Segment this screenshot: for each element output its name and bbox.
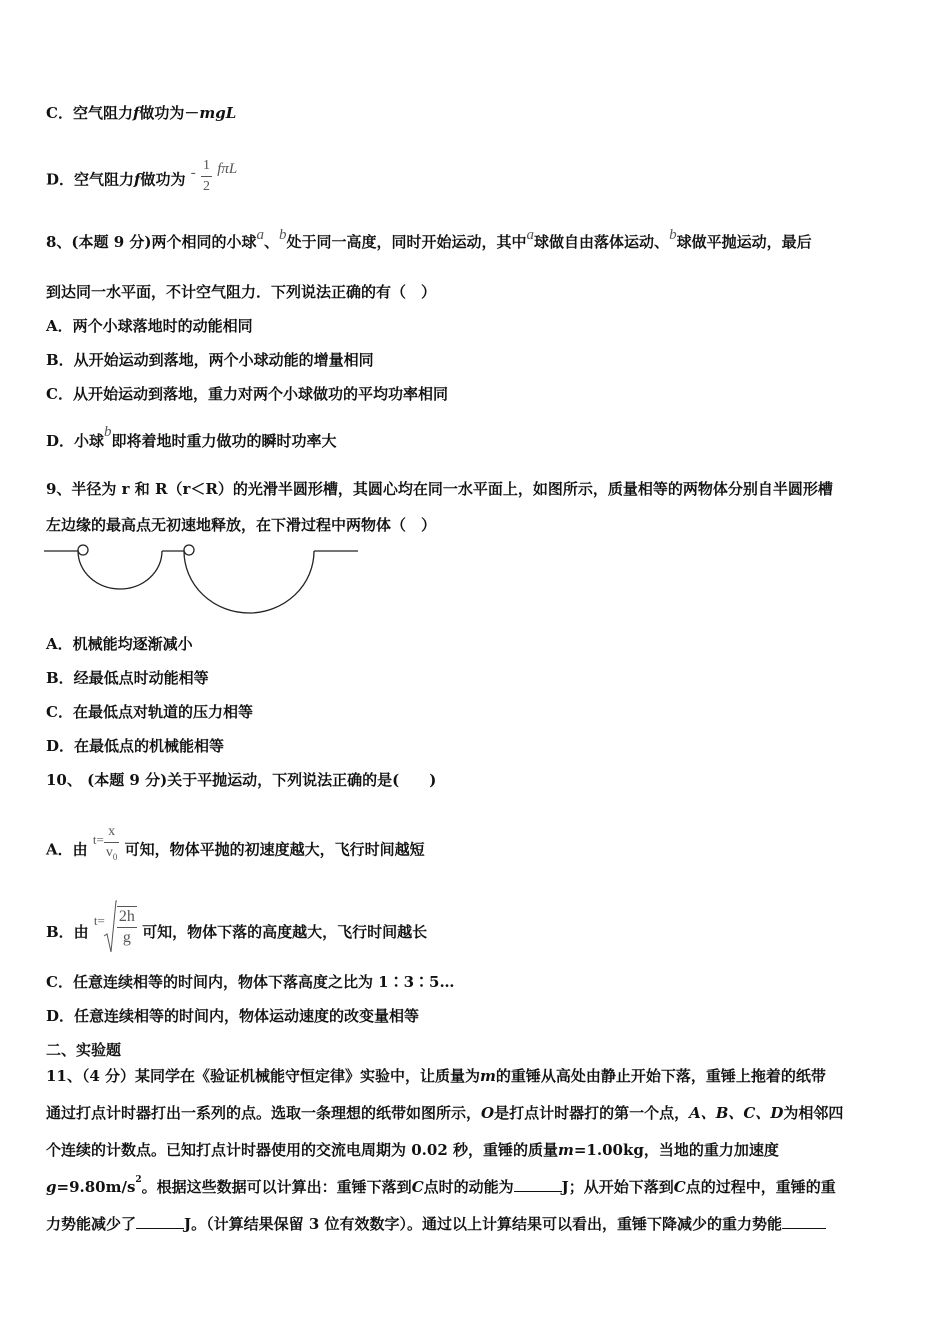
- x-over-v0-fraction: $\frac{x}{v_0}$: [104, 822, 120, 867]
- q11-line3: 个连续的计数点。已知打点计时器使用的交流电周期为 0.02 秒，重锤的质量m=1.00kg，当地的重力加速度: [46, 1141, 779, 1159]
- q9-stem-line1: 9、半径为 r 和 R（r＜R）的光滑半圆形槽，其圆心均在同一水平面上，如图所示，质量相等的两物体分别自半圆形槽: [46, 480, 833, 498]
- q8-option-b: B．从开始运动到落地，两个小球动能的增量相同: [46, 351, 374, 369]
- q11-line5: 力势能减少了 J。（计算结果保留 3 位有效数字）。通过以上计算结果可以看出，重锤下降减少的重力势能: [46, 1214, 906, 1234]
- q8-option-c: C．从开始运动到落地，重力对两个小球做功的平均功率相同: [46, 385, 448, 403]
- potential-energy-blank[interactable]: [136, 1214, 184, 1229]
- q10-option-c: C．任意连续相等的时间内，物体下落高度之比为 1∶3∶5…: [46, 973, 455, 991]
- q9-option-c: C．在最低点对轨道的压力相等: [46, 703, 253, 721]
- q7-option-d: D．空气阻力f做功为 - $\frac{1}{2}$ fπL: [46, 160, 906, 201]
- q9-option-d: D．在最低点的机械能相等: [46, 737, 225, 755]
- q8-stem-line1: 8、(本题 9 分)两个相同的小球a、b处于同一高度，同时开始运动，其中a球做自由落体运动、b球做平抛运动，最后: [46, 227, 812, 251]
- q8-stem-line2: 到达同一水平面，不计空气阻力．下列说法正确的有（ ）: [46, 283, 437, 301]
- kinetic-energy-blank[interactable]: [514, 1177, 562, 1192]
- conclusion-blank[interactable]: [782, 1214, 826, 1229]
- semicircle-tracks-figure: [44, 542, 364, 620]
- q11-line1: 11、（4 分）某同学在《验证机械能守恒定律》实验中，让质量为m的重锤从高处由静止开始下落，重锤上拖着的纸带: [46, 1067, 826, 1085]
- q9-option-b: B．经最低点时动能相等: [46, 669, 209, 687]
- q11-line4: $g=9.80m/s^2$。根据这些数据可以计算出：重锤下落到C点时的动能为 J；从开始下落到C点的过程中，重锤的重: [46, 1175, 836, 1196]
- q10-option-d: D．任意连续相等的时间内，物体运动速度的改变量相等: [46, 1007, 420, 1025]
- q9-stem-line2: 左边缘的最高点无初速地释放，在下滑过程中两物体（ ）: [46, 516, 437, 534]
- q8-option-a: A．两个小球落地时的动能相同: [46, 317, 253, 335]
- q11-line2: 通过打点计时器打出一系列的点。选取一条理想的纸带如图所示，O是打点计时器打的第一个点，A、B、C、D为相邻四: [46, 1104, 844, 1122]
- sqrt-2h-over-g: $\frac{2h}{g}$: [105, 906, 137, 948]
- q10-stem: 10、 (本题 9 分)关于平抛运动，下列说法正确的是( ): [46, 771, 437, 789]
- section-heading-experiment: 二、实验题: [46, 1041, 122, 1059]
- q10-option-b: B．由 t= $\frac{2h}{g}$ 可知，物体下落的高度越大，飞行时间越长: [46, 912, 906, 954]
- q7-option-c: C．空气阻力f做功为－mgL: [46, 104, 237, 122]
- q10-option-a: A．由 t= $\frac{x}{v_0}$ 可知，物体平抛的初速度越大，飞行时间越短: [46, 828, 906, 873]
- q9-option-a: A．机械能均逐渐减小: [46, 635, 193, 653]
- q8-option-d: D．小球b即将着地时重力做功的瞬时功率大: [46, 424, 337, 450]
- half-fraction: $\frac{1}{2}$: [201, 156, 212, 197]
